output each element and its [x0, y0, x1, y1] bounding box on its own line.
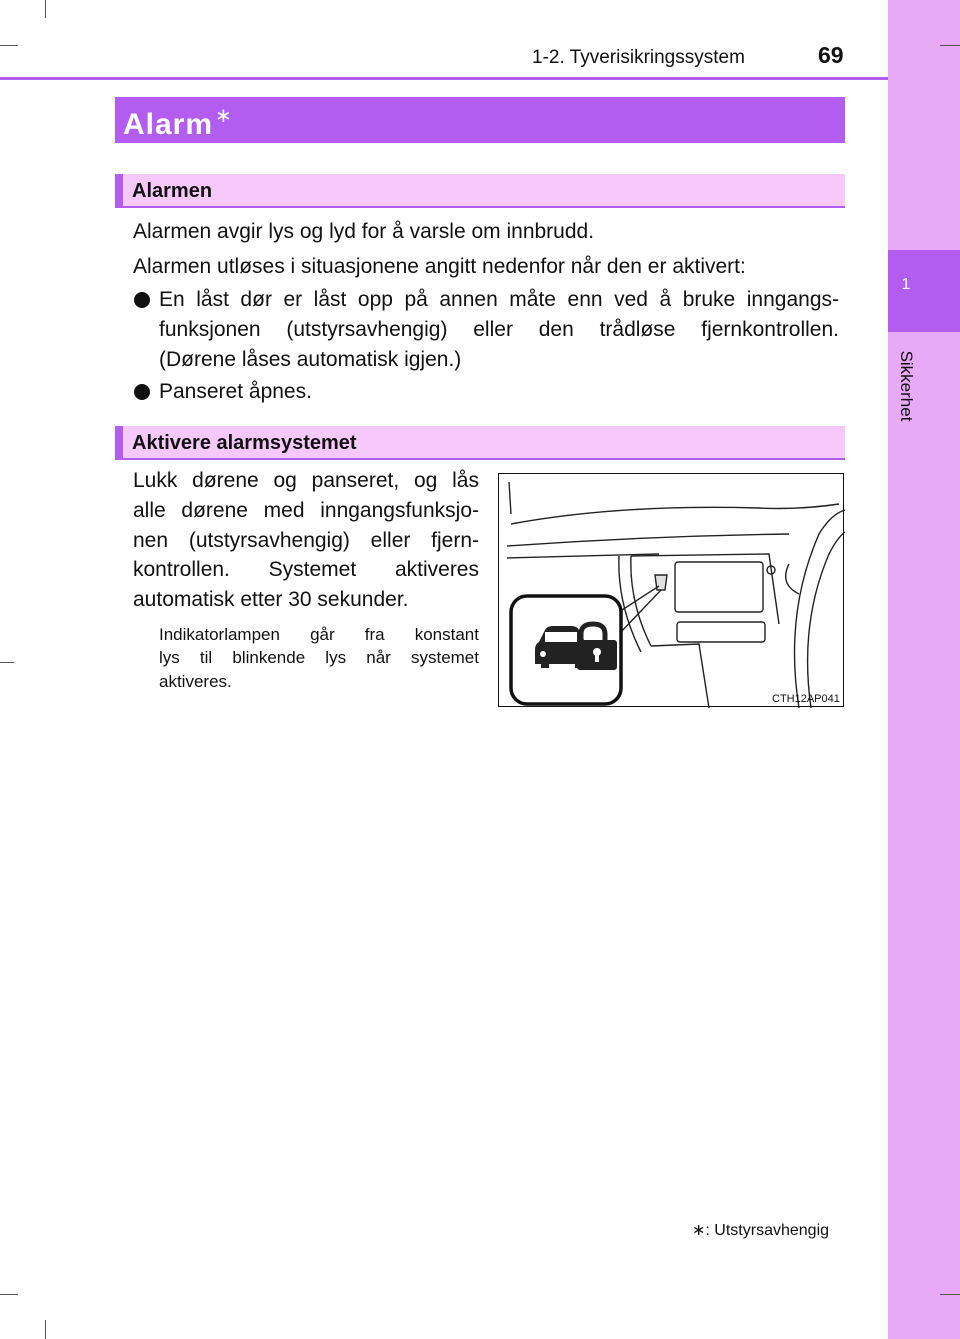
crop-mark	[45, 1320, 46, 1339]
crop-mark	[45, 0, 46, 18]
bullet-icon	[134, 384, 150, 400]
crop-mark	[940, 45, 960, 46]
dashboard-drawing	[499, 474, 845, 708]
body-line-5: automatisk etter 30 sekunder.	[133, 588, 409, 611]
crop-mark	[940, 1294, 960, 1295]
equipment-marker: ∗	[215, 105, 233, 127]
footnote: ∗: Utstyrsavhengig	[692, 1222, 830, 1239]
section-heading-text: Aktivere alarmsystemet	[132, 432, 357, 454]
page-title-text: Alarm	[123, 108, 214, 141]
section-heading-alarmen	[115, 174, 845, 208]
body-line-3: nen (utstyrsavhengig) eller fjern-	[133, 529, 479, 552]
note-line-2: lys til blinkende lys når systemet	[159, 648, 479, 667]
page-number: 69	[818, 42, 844, 68]
paragraph-alarm-purpose: Alarmen avgir lys og lyd for å varsle om innbrudd.	[133, 220, 595, 243]
crop-mark	[0, 45, 18, 46]
illustration-code: CTH12AP041	[772, 693, 840, 705]
bullet-1-line-2: funksjonen (utstyrsavhengig) eller den trådløse fjernkontrollen.	[159, 318, 839, 341]
bullet-icon	[134, 292, 150, 308]
page-title-bar	[115, 97, 845, 143]
header-rule	[0, 77, 888, 80]
chapter-label: Sikkerhet	[897, 350, 916, 422]
section-heading-text: Alarmen	[132, 180, 213, 202]
chapter-side-strip	[888, 0, 960, 1339]
running-head: 1-2. Tyverisikringssystem	[532, 47, 745, 68]
crop-mark	[0, 1294, 18, 1295]
body-line-1: Lukk dørene og panseret, og lås	[133, 469, 479, 492]
body-line-2: alle dørene med inngangsfunksjo-	[133, 499, 479, 522]
car-lock-icon	[535, 624, 617, 670]
crop-mark	[0, 662, 14, 663]
page-title	[123, 103, 233, 142]
note-line-1: Indikatorlampen går fra konstant	[159, 625, 479, 644]
note-line-3: aktiveres.	[159, 672, 232, 691]
paragraph-alarm-triggers: Alarmen utløses i situasjonene angitt nedenfor når den er aktivert:	[133, 255, 746, 278]
body-line-4: kontrollen. Systemet aktiveres	[133, 558, 479, 581]
section-heading-aktivere	[115, 426, 845, 460]
chapter-number: 1	[901, 276, 911, 293]
bullet-1-line-3: (Dørene låses automatisk igjen.)	[159, 348, 462, 371]
bullet-2: Panseret åpnes.	[159, 380, 312, 403]
bullet-1-line-1: En låst dør er låst opp på annen måte enn ved å bruke inngangs-	[159, 288, 839, 311]
dashboard-illustration	[498, 473, 844, 707]
